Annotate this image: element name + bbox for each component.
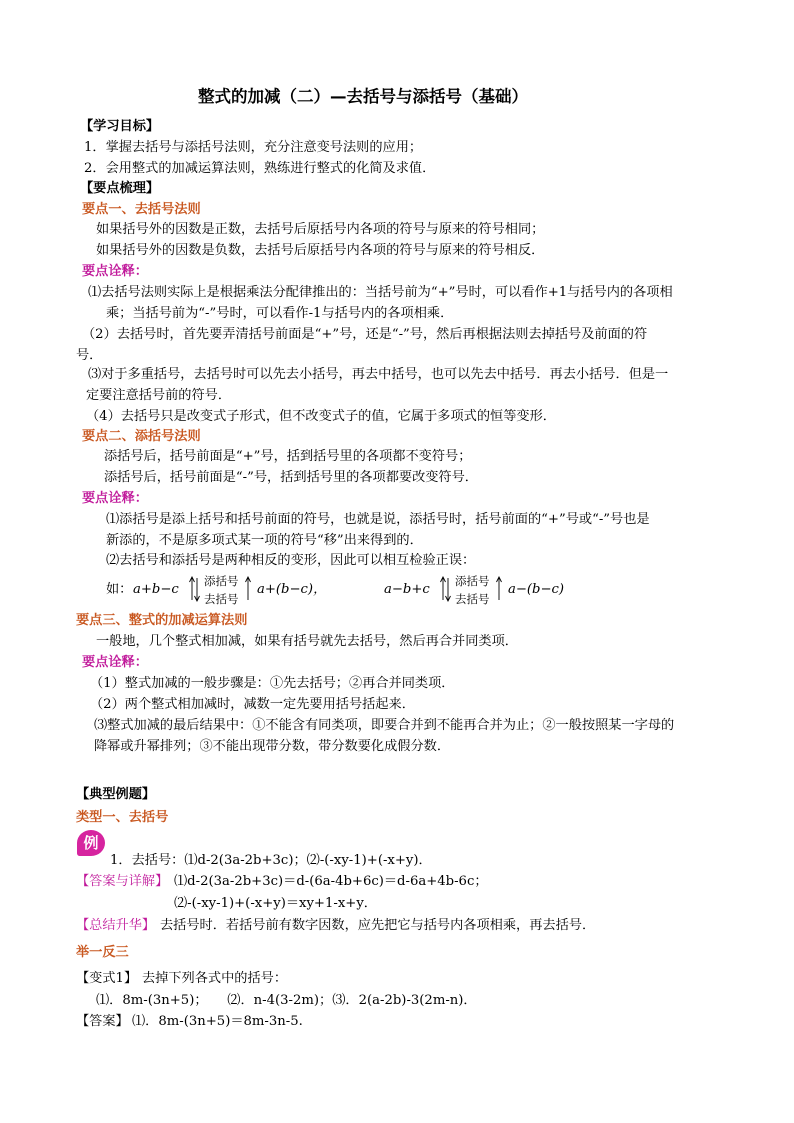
goals-heading: 【学习目标】 — [80, 119, 160, 134]
point2-note: ⑴添括号是添上括号和括号前面的符号，也就是说，添括号时，括号前面的“+”号或“-”号也是 — [106, 512, 650, 527]
point2-note-label: 要点诠释： — [82, 491, 148, 506]
example-badge-icon: 例 — [77, 830, 105, 856]
point1-note: 号． — [76, 348, 103, 363]
answer-detail-label: 【答案与详解】 — [76, 874, 169, 889]
answer-label: 【答案】 — [76, 1014, 129, 1029]
answer-detail-line: ⑵-(-xy-1)+(-x+y)＝xy+1-x+y． — [174, 896, 377, 911]
question-1: 1．去括号：⑴d-2(3a-2b+3c)；⑵-(-xy-1)+(-x+y)． — [110, 853, 432, 868]
point1-line: 如果括号外的因数是正数，去括号后原括号内各项的符号与原来的符号相同； — [96, 222, 545, 237]
arrow-label-top: 添括号 — [455, 574, 490, 588]
goal-item: 1．掌握去括号与添括号法则，充分注意变号法则的应用； — [84, 140, 423, 155]
point1-note: （2）去括号时，首先要弄清括号前面是“+”号，还是“-”号，然后再根据法则去掉括号及前面的符 — [82, 327, 648, 342]
up-arrow-icon — [495, 574, 503, 604]
answer-text: ⑴．8m-(3n+5)＝8m-3n-5. — [132, 1014, 303, 1029]
point3-note: （2）两个整式相加减时，减数一定先要用括号括起来． — [90, 697, 415, 712]
point2-heading: 要点二、添括号法则 — [82, 429, 201, 444]
double-arrow-icon — [188, 574, 202, 604]
point1-note: ⑶对于多重括号，去括号时可以先去小括号，再去中括号，也可以先去中括号．再去小括号．但是一 — [88, 367, 669, 382]
point3-note-label: 要点诠释： — [82, 655, 148, 670]
summary-label: 【总结升华】 — [76, 918, 156, 933]
point3-note: 降幂或升幂排列；③不能出现带分数，带分数要化成假分数． — [94, 739, 451, 754]
example1-right: a+(b−c)， — [257, 582, 327, 597]
point1-line: 如果括号外的因数是负数，去括号后原括号内各项的符号与原来的符号相反． — [96, 243, 545, 258]
point2-line: 添括号后，括号前面是“-”号，括到括号里的各项都要改变符号． — [104, 470, 478, 485]
point1-note: （4）去括号只是改变式子形式，但不改变式子的值，它属于多项式的恒等变形． — [86, 409, 556, 424]
point1-note: 定要注意括号前的符号． — [86, 388, 232, 403]
point3-heading: 要点三、整式的加减运算法则 — [76, 613, 248, 628]
point3-line: 一般地，几个整式相加减，如果有括号就先去括号，然后再合并同类项． — [96, 634, 518, 649]
arrow-label-top: 添括号 — [204, 574, 239, 588]
example-prefix: 如： — [106, 582, 133, 597]
variant-text: 去掉下列各式中的括号： — [142, 971, 288, 986]
practice-heading: 举一反三 — [76, 945, 129, 960]
summary-heading: 【要点梳理】 — [80, 181, 160, 196]
variant-items: ⑴．8m-(3n+5)； ⑵．n-4(3-2m)；⑶．2(a-2b)-3(2m-n)． — [96, 993, 477, 1008]
point2-note: 新添的，不是原多项式某一项的符号“移”出来得到的． — [106, 533, 423, 548]
summary-text: 去括号时．若括号前有数字因数，应先把它与括号内各项相乘，再去括号． — [160, 918, 596, 933]
arrow-label-bottom: 去括号 — [204, 592, 239, 606]
page-title: 整式的加减（二）—去括号与添括号（基础） — [198, 87, 528, 106]
variant-label: 【变式1】 — [76, 971, 138, 986]
point3-note: （1）整式加减的一般步骤是：①先去括号；②再合并同类项． — [90, 676, 455, 691]
point1-note: ⑴去括号法则实际上是根据乘法分配律推出的：当括号前为“+”号时，可以看作+1与括号内的各项相 — [88, 285, 673, 300]
point3-note: ⑶整式加减的最后结果中：①不能含有同类项，即要合并到不能再合并为止；②一般按照某一字母的 — [94, 718, 675, 733]
arrow-label-bottom: 去括号 — [455, 592, 490, 606]
example2-right: a−(b−c) — [508, 582, 565, 597]
point2-note: ⑵去括号和添括号是两种相反的变形，因此可以相互检验正误： — [106, 553, 476, 568]
point1-note: 乘；当括号前为“-”号时，可以看作-1与括号内的各项相乘． — [106, 306, 454, 321]
type1-heading: 类型一、去括号 — [76, 810, 169, 825]
goal-item: 2．会用整式的加减运算法则，熟练进行整式的化简及求值． — [84, 161, 436, 176]
double-arrow-icon — [439, 574, 453, 604]
examples-heading: 【典型例题】 — [76, 787, 156, 802]
point2-line: 添括号后，括号前面是“+”号，括到括号里的各项都不变符号； — [104, 449, 472, 464]
example2-left: a−b+c — [384, 582, 430, 597]
point1-heading: 要点一、去括号法则 — [82, 202, 201, 217]
example1-left: a+b−c — [133, 582, 179, 597]
answer-detail-line: ⑴d-2(3a-2b+3c)＝d-(6a-4b+6c)＝d-6a+4b-6c； — [174, 874, 488, 889]
point1-note-label: 要点诠释： — [82, 264, 148, 279]
up-arrow-icon — [244, 574, 252, 604]
